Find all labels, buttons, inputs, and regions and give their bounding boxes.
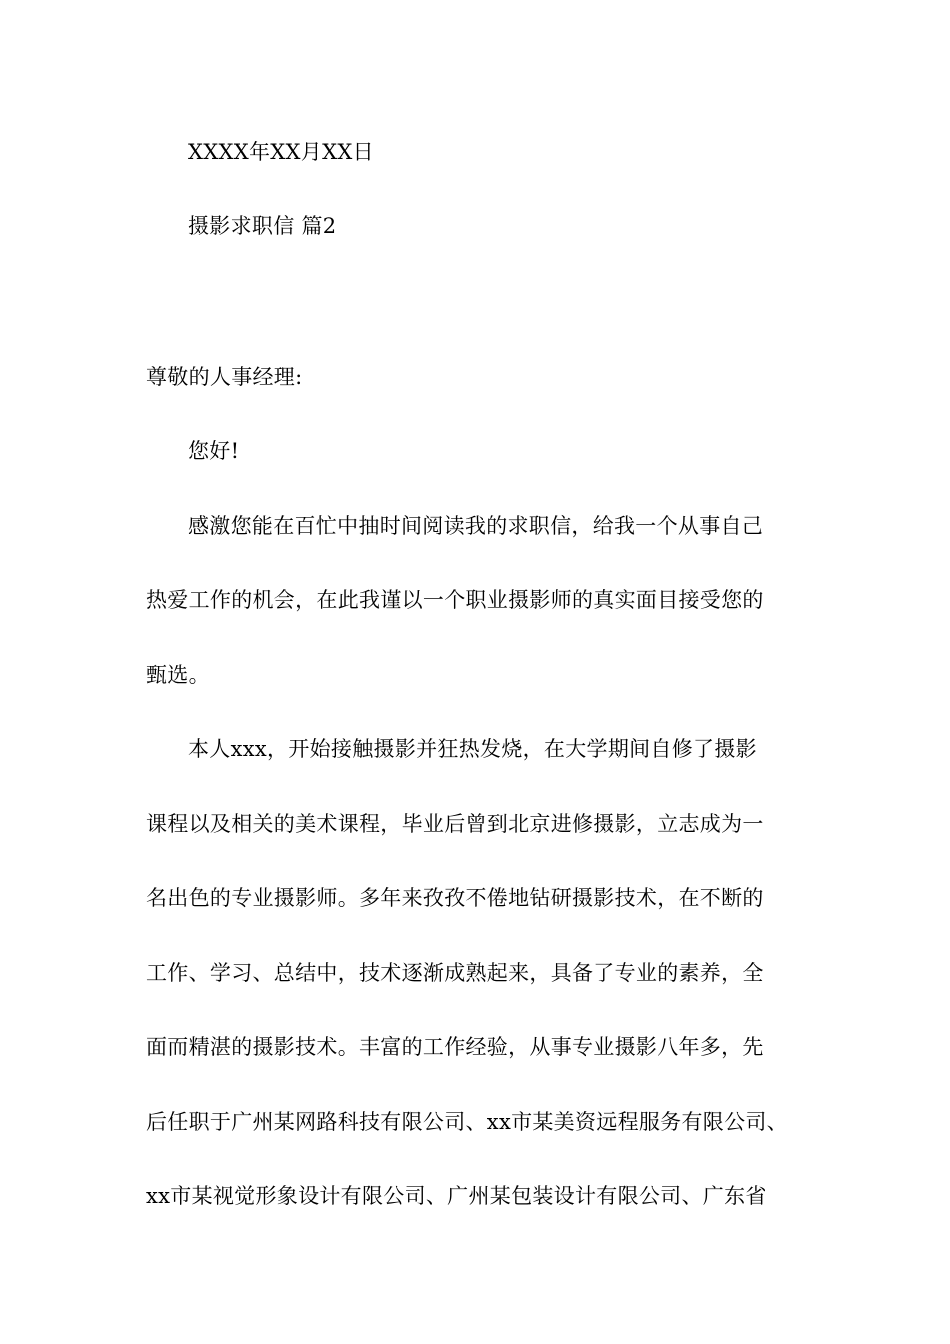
paragraph-2-line-3: 名出色的专业摄影师。多年来孜孜不倦地钻研摄影技术，在不断的 [146, 886, 764, 910]
salutation: 尊敬的人事经理: [146, 365, 303, 389]
paragraph-1-line-3: 甄选。 [146, 663, 210, 687]
paragraph-1-line-1: 感激您能在百忙中抽时间阅读我的求职信，给我一个从事自己 [188, 514, 764, 538]
paragraph-1-line-2: 热爱工作的机会，在此我谨以一个职业摄影师的真实面目接受您的 [146, 588, 764, 612]
section-title: 摄影求职信 篇2 [188, 214, 337, 238]
paragraph-2-line-2: 课程以及相关的美术课程，毕业后曾到北京进修摄影，立志成为一 [146, 812, 764, 836]
paragraph-2-line-7: xx市某视觉形象设计有限公司、广州某包装设计有限公司、广东省 [146, 1184, 767, 1208]
letter-date: XXXX年XX月XX日 [188, 140, 374, 164]
paragraph-2-line-5: 面而精湛的摄影技术。丰富的工作经验，从事专业摄影八年多，先 [146, 1035, 764, 1059]
paragraph-2-line-1: 本人xxx，开始接触摄影并狂热发烧，在大学期间自修了摄影 [188, 737, 757, 761]
paragraph-2-line-4: 工作、学习、总结中，技术逐渐成熟起来，具备了专业的素养，全 [146, 961, 764, 985]
greeting: 您好! [188, 439, 240, 463]
paragraph-2-line-6: 后任职于广州某网路科技有限公司、xx市某美资远程服务有限公司、 [146, 1110, 788, 1134]
